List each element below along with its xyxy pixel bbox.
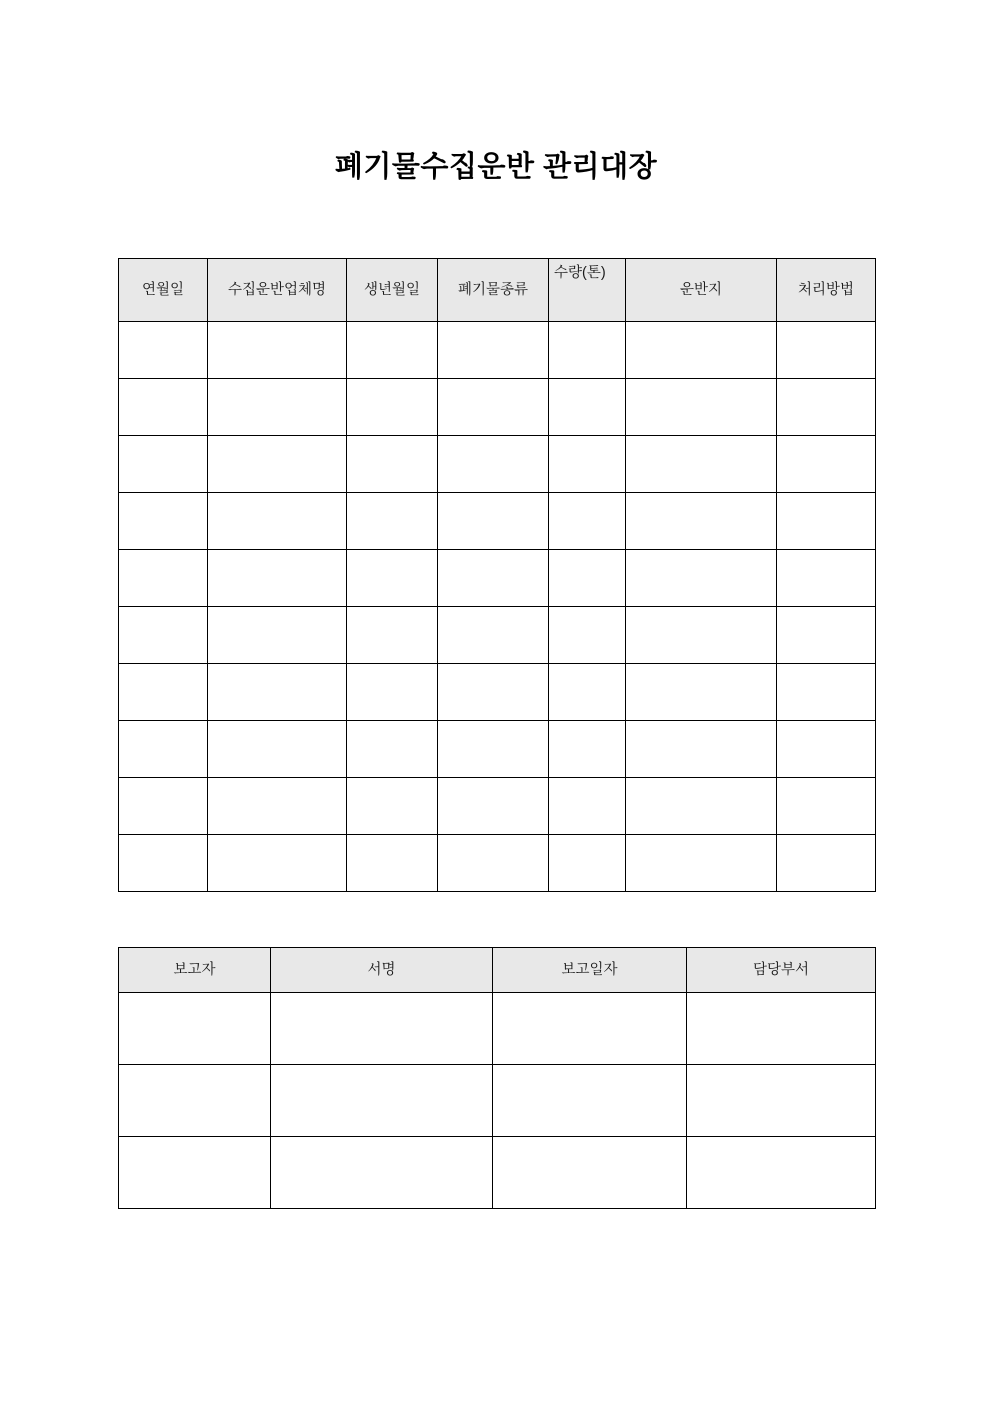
cell-signature-2[interactable] — [271, 1065, 493, 1137]
cell-department-1[interactable] — [687, 993, 876, 1065]
cell-method-5[interactable] — [777, 550, 876, 607]
cell-method-8[interactable] — [777, 721, 876, 778]
cell-birthdate-4[interactable] — [347, 493, 438, 550]
cell-birthdate-3[interactable] — [347, 436, 438, 493]
cell-company-8[interactable] — [208, 721, 347, 778]
ledger-header-row — [119, 259, 876, 322]
cell-report_date-3[interactable] — [493, 1137, 687, 1209]
table-row — [119, 993, 876, 1065]
cell-date-3[interactable] — [119, 436, 208, 493]
cell-date-4[interactable] — [119, 493, 208, 550]
cell-reporter-3[interactable] — [119, 1137, 271, 1209]
cell-waste_type-8[interactable] — [438, 721, 549, 778]
cell-company-6[interactable] — [208, 607, 347, 664]
table-row — [119, 664, 876, 721]
cell-date-5[interactable] — [119, 550, 208, 607]
cell-signature-1[interactable] — [271, 993, 493, 1065]
cell-company-2[interactable] — [208, 379, 347, 436]
cell-birthdate-7[interactable] — [347, 664, 438, 721]
table-row — [119, 493, 876, 550]
cell-birthdate-2[interactable] — [347, 379, 438, 436]
cell-company-9[interactable] — [208, 778, 347, 835]
cell-reporter-2[interactable] — [119, 1065, 271, 1137]
cell-method-3[interactable] — [777, 436, 876, 493]
table-row — [119, 835, 876, 892]
cell-destination-3[interactable] — [626, 436, 777, 493]
column-header-signature: 서명 — [271, 948, 493, 993]
cell-birthdate-5[interactable] — [347, 550, 438, 607]
cell-company-5[interactable] — [208, 550, 347, 607]
cell-date-1[interactable] — [119, 322, 208, 379]
cell-waste_type-6[interactable] — [438, 607, 549, 664]
report-header-row — [119, 948, 876, 993]
column-header-report_date: 보고일자 — [493, 948, 687, 993]
table-row — [119, 379, 876, 436]
cell-destination-10[interactable] — [626, 835, 777, 892]
ledger-table-head — [119, 259, 876, 322]
report-table-head — [119, 948, 876, 993]
cell-date-9[interactable] — [119, 778, 208, 835]
cell-waste_type-4[interactable] — [438, 493, 549, 550]
cell-method-10[interactable] — [777, 835, 876, 892]
cell-quantity-10[interactable] — [549, 835, 626, 892]
cell-method-1[interactable] — [777, 322, 876, 379]
cell-destination-6[interactable] — [626, 607, 777, 664]
cell-quantity-6[interactable] — [549, 607, 626, 664]
table-row — [119, 1065, 876, 1137]
table-row — [119, 436, 876, 493]
cell-date-10[interactable] — [119, 835, 208, 892]
cell-method-2[interactable] — [777, 379, 876, 436]
cell-destination-4[interactable] — [626, 493, 777, 550]
waste-collection-ledger-table — [118, 258, 876, 892]
cell-date-7[interactable] — [119, 664, 208, 721]
cell-waste_type-9[interactable] — [438, 778, 549, 835]
cell-quantity-8[interactable] — [549, 721, 626, 778]
cell-destination-1[interactable] — [626, 322, 777, 379]
cell-company-4[interactable] — [208, 493, 347, 550]
cell-destination-7[interactable] — [626, 664, 777, 721]
cell-quantity-4[interactable] — [549, 493, 626, 550]
cell-method-4[interactable] — [777, 493, 876, 550]
cell-birthdate-8[interactable] — [347, 721, 438, 778]
cell-destination-8[interactable] — [626, 721, 777, 778]
reporter-confirmation-table — [118, 947, 876, 1209]
cell-method-7[interactable] — [777, 664, 876, 721]
column-header-waste_type: 폐기물종류 — [438, 259, 549, 322]
column-header-reporter: 보고자 — [119, 948, 271, 993]
cell-quantity-7[interactable] — [549, 664, 626, 721]
cell-company-3[interactable] — [208, 436, 347, 493]
table-row — [119, 607, 876, 664]
cell-waste_type-10[interactable] — [438, 835, 549, 892]
cell-waste_type-5[interactable] — [438, 550, 549, 607]
cell-company-7[interactable] — [208, 664, 347, 721]
table-row — [119, 322, 876, 379]
column-header-birthdate: 생년월일 — [347, 259, 438, 322]
column-header-company: 수집운반업체명 — [208, 259, 347, 322]
column-header-destination: 운반지 — [626, 259, 777, 322]
cell-date-2[interactable] — [119, 379, 208, 436]
cell-waste_type-1[interactable] — [438, 322, 549, 379]
table-row — [119, 550, 876, 607]
cell-date-6[interactable] — [119, 607, 208, 664]
cell-method-6[interactable] — [777, 607, 876, 664]
table-row — [119, 778, 876, 835]
cell-department-3[interactable] — [687, 1137, 876, 1209]
column-header-department: 담당부서 — [687, 948, 876, 993]
cell-birthdate-9[interactable] — [347, 778, 438, 835]
cell-quantity-9[interactable] — [549, 778, 626, 835]
column-header-date: 연월일 — [119, 259, 208, 322]
table-row — [119, 1137, 876, 1209]
cell-birthdate-10[interactable] — [347, 835, 438, 892]
cell-quantity-1[interactable] — [549, 322, 626, 379]
table-row — [119, 721, 876, 778]
cell-company-10[interactable] — [208, 835, 347, 892]
cell-destination-9[interactable] — [626, 778, 777, 835]
cell-quantity-3[interactable] — [549, 436, 626, 493]
cell-birthdate-1[interactable] — [347, 322, 438, 379]
cell-waste_type-3[interactable] — [438, 436, 549, 493]
cell-waste_type-2[interactable] — [438, 379, 549, 436]
cell-report_date-1[interactable] — [493, 993, 687, 1065]
cell-date-8[interactable] — [119, 721, 208, 778]
cell-reporter-1[interactable] — [119, 993, 271, 1065]
cell-company-1[interactable] — [208, 322, 347, 379]
cell-birthdate-6[interactable] — [347, 607, 438, 664]
column-header-method: 처리방법 — [777, 259, 876, 322]
cell-destination-5[interactable] — [626, 550, 777, 607]
cell-signature-3[interactable] — [271, 1137, 493, 1209]
page-title: 폐기물수집운반 관리대장 — [334, 151, 658, 184]
report-table-body — [119, 993, 876, 1209]
cell-destination-2[interactable] — [626, 379, 777, 436]
cell-method-9[interactable] — [777, 778, 876, 835]
cell-quantity-5[interactable] — [549, 550, 626, 607]
ledger-table-body — [119, 322, 876, 892]
cell-department-2[interactable] — [687, 1065, 876, 1137]
cell-quantity-2[interactable] — [549, 379, 626, 436]
cell-report_date-2[interactable] — [493, 1065, 687, 1137]
cell-waste_type-7[interactable] — [438, 664, 549, 721]
column-header-quantity: 수량(톤) — [549, 259, 626, 322]
